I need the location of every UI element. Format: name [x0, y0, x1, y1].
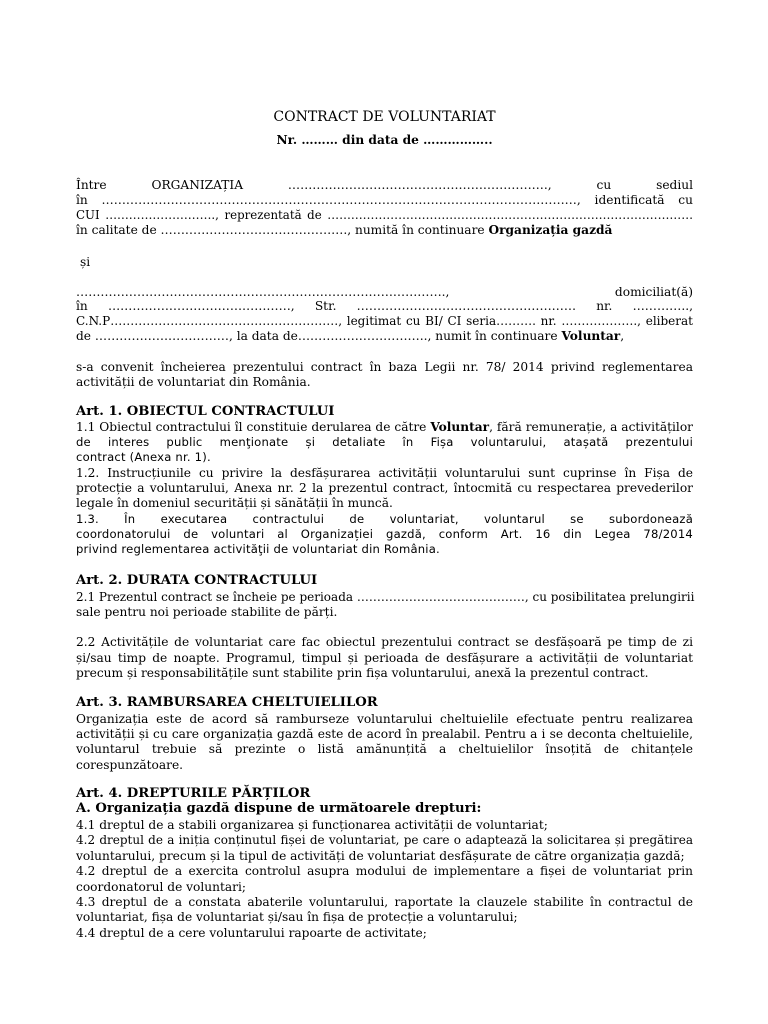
- volunteer-line-2: în ………………………………………, Str. ……………………………………………… nr. …………..,: [76, 299, 693, 313]
- art4-item-4-2-line-2: voluntarului, precum și la tipul de activități de voluntariat desfășurate de către organizația gazdă;: [76, 849, 685, 863]
- art1-p2-line-3: legale în domeniul securității și sănătății în muncă.: [76, 496, 393, 510]
- art1-p1-line-3: contract (Anexa nr. 1).: [76, 450, 211, 464]
- art2-p2-line-1: 2.2 Activitățile de voluntariat care fac obiectul prezentului contract se desfășoară pe timp de zi: [76, 635, 693, 649]
- intro-line-2: activității de voluntariat din România.: [76, 375, 311, 389]
- intro-line-1: s-a convenit încheierea prezentului contract în baza Legii nr. 78/ 2014 privind reglementarea: [76, 360, 693, 374]
- art3-line-1: Organizația este de acord să ramburseze voluntarului cheltuielile efectuate pentru realizarea: [76, 712, 693, 726]
- parties-line-2: în ………………………………………………………………………………………………………, identificată cu: [76, 193, 693, 207]
- art3-line-2: activității și cu care organizația gazdă este de acord în prealabil. Pentru a i se deconta cheltuielile,: [76, 727, 693, 741]
- art1-p1-line-2: de interes public menţionate și detaliate în Fișa voluntarului, atașată prezentului: [76, 435, 693, 449]
- art4-item-4-3-line-1: 4.3 dreptul de a constata abaterile voluntarului, raportate la clauzele stabilite în contractul de: [76, 895, 693, 909]
- contract-number-line: Nr. ……… din data de ……………..: [276, 133, 493, 147]
- art3-line-3: voluntarul trebuie să prezinte o listă amănunțită a cheltuielilor însoțită de chitanțele: [76, 742, 693, 756]
- art1-p3-line-1: 1.3. În executarea contractului de voluntariat, voluntarul se subordonează: [76, 512, 693, 526]
- art3-heading: Art. 3. RAMBURSAREA CHELTUIELILOR: [76, 695, 378, 710]
- art2-p2-line-2: și/sau timp de noapte. Programul, timpul și perioada de desfășurare a activității de voluntariat: [76, 651, 693, 665]
- art2-p1-line-2: sale pentru noi perioade stabilite de părți.: [76, 605, 338, 619]
- art3-line-4: corespunzătoare.: [76, 758, 184, 772]
- parties-line-3: CUI ………………………., reprezentată de …………………………………………………………………………………: [76, 208, 693, 222]
- art2-p2-line-3: precum și responsabilitățile sunt stabilite prin fișa voluntarului, anexă la prezentul contract.: [76, 666, 649, 680]
- volunteer-line-3: C.N.P…………………………………………………, legitimat cu BI/ CI seria………. nr. ………………., eliberat: [76, 314, 693, 328]
- art1-heading: Art. 1. OBIECTUL CONTRACTULUI: [76, 404, 335, 419]
- art4-item-4-2b-line-1: 4.2 dreptul de a exercita controlul asupra modului de implementare a fișei de voluntariat prin: [76, 864, 693, 878]
- art1-p3-line-3: privind reglementarea activităţii de voluntariat din România.: [76, 542, 440, 556]
- art2-p1-line-1: 2.1 Prezentul contract se încheie pe perioada ……………………………………, cu posibilitatea prelungirii: [76, 590, 695, 604]
- art4-subheading: A. Organizația gazdă dispune de următoarele drepturi:: [76, 801, 482, 816]
- art4-item-4-4: 4.4 dreptul de a cere voluntarului rapoarte de activitate;: [76, 926, 427, 940]
- volunteer-label: Voluntar: [561, 329, 621, 343]
- volunteer-line-1: ………………………………………………………………………………., domiciliat(ă): [76, 285, 693, 299]
- art1-p2-line-1: 1.2. Instrucțiunile cu privire la desfășurarea activității voluntarului sunt cuprinse în Fișa de: [76, 466, 693, 480]
- parties-line-1: Între ORGANIZAȚIA ………………………………………………………., cu sediul: [76, 178, 693, 192]
- document-title: CONTRACT DE VOLUNTARIAT: [273, 109, 496, 125]
- conjunction-si: și: [80, 255, 91, 269]
- parties-line-4: în calitate de ………………………………………., numită în continuare Organizația gazdă: [76, 223, 613, 237]
- art1-p3-line-2: coordonatorului de voluntari al Organizației gazdă, conform Art. 16 din Legea 78/2014: [76, 527, 693, 541]
- host-organization-label: Organizația gazdă: [488, 223, 613, 237]
- art4-item-4-3-line-2: voluntariat, fișa de voluntariat și/sau în fișa de protecție a voluntarului;: [76, 910, 518, 924]
- art1-p1-line-1: 1.1 Obiectul contractului îl constituie derularea de către Voluntar, fără remunerație, a activităților: [76, 420, 693, 434]
- art4-heading: Art. 4. DREPTURILE PĂRȚILOR: [76, 786, 311, 801]
- art4-item-4-2-line-1: 4.2 dreptul de a iniția conținutul fișei de voluntariat, pe care o adaptează la solicitarea și pregătirea: [76, 833, 693, 847]
- volunteer-line-4: de ……………………………, la data de………………………….., numit în continuare Voluntar,: [76, 329, 625, 343]
- art1-p2-line-2: protecție a voluntarului, Anexa nr. 2 la prezentul contract, întocmită cu respectarea prevederilor: [76, 481, 693, 495]
- art4-item-4-1: 4.1 dreptul de a stabili organizarea și funcționarea activității de voluntariat;: [76, 818, 548, 832]
- art2-heading: Art. 2. DURATA CONTRACTULUI: [76, 573, 318, 588]
- art4-item-4-2b-line-2: coordonatorul de voluntari;: [76, 880, 246, 894]
